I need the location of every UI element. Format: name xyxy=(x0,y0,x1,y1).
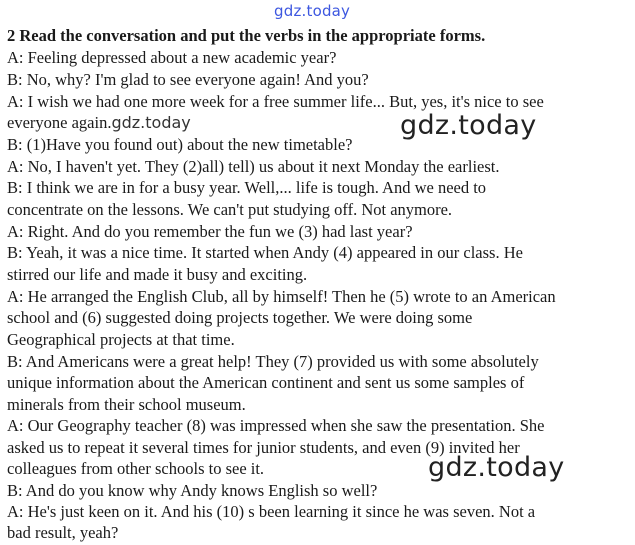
dialogue-line-11: stirred our life and made it busy and exciting. xyxy=(7,265,308,284)
watermark-big-upper: gdz.today xyxy=(400,110,537,141)
dialogue-line-18: A: Our Geography teacher (8) was impressed when she saw the presentation. She xyxy=(7,416,545,435)
dialogue-line-8: concentrate on the lessons. We can't put studying off. Not anymore. xyxy=(7,200,453,219)
watermark-inline: gdz.today xyxy=(111,113,191,132)
dialogue-line-12: A: He arranged the English Club, all by himself! Then he (5) wrote to an American xyxy=(7,287,556,306)
exercise-heading: 2 Read the conversation and put the verbs in the appropriate forms. xyxy=(7,26,486,45)
dialogue-line-23: bad result, yeah? xyxy=(7,523,119,542)
dialogue-line-20: colleagues from other schools to see it. xyxy=(7,459,265,478)
watermark-big-lower: gdz.today xyxy=(428,452,565,483)
dialogue-line-14: Geographical projects at that time. xyxy=(7,330,235,349)
dialogue-line-4-text: everyone again. xyxy=(7,113,112,132)
dialogue-line-21: B: And do you know why Andy knows English so well? xyxy=(7,481,378,500)
dialogue-line-9: A: Right. And do you remember the fun we (3) had last year? xyxy=(7,222,413,241)
dialogue-line-15: B: And Americans were a great help! They (7) provided us with some absolutely xyxy=(7,352,539,371)
dialogue-line-16: unique information about the American continent and sent us some samples of xyxy=(7,373,525,392)
dialogue-line-6: A: No, I haven't yet. They (2)all) tell) us about it next Monday the earliest. xyxy=(7,157,500,176)
dialogue-line-17: minerals from their school museum. xyxy=(7,395,246,414)
dialogue-line-1: A: Feeling depressed about a new academic year? xyxy=(7,48,337,67)
dialogue-line-13: school and (6) suggested doing projects together. We were doing some xyxy=(7,308,473,327)
dialogue-line-22: A: He's just keen on it. And his (10) s been learning it since he was seven. Not a xyxy=(7,502,536,521)
dialogue-line-4 xyxy=(7,113,191,133)
dialogue-line-2: B: No, why? I'm glad to see everyone again! And you? xyxy=(7,70,369,89)
dialogue-line-7: B: I think we are in for a busy year. Well,... life is tough. And we need to xyxy=(7,178,487,197)
watermark-top: gdz.today xyxy=(274,2,351,20)
dialogue-line-10: B: Yeah, it was a nice time. It started when Andy (4) appeared in our class. He xyxy=(7,243,523,262)
dialogue-line-5: B: (1)Have you found out) about the new timetable? xyxy=(7,135,353,154)
dialogue-line-3: A: I wish we had one more week for a free summer life... But, yes, it's nice to see xyxy=(7,92,544,111)
dialogue-line-19: asked us to repeat it several times for junior students, and even (9) invited her xyxy=(7,438,520,457)
